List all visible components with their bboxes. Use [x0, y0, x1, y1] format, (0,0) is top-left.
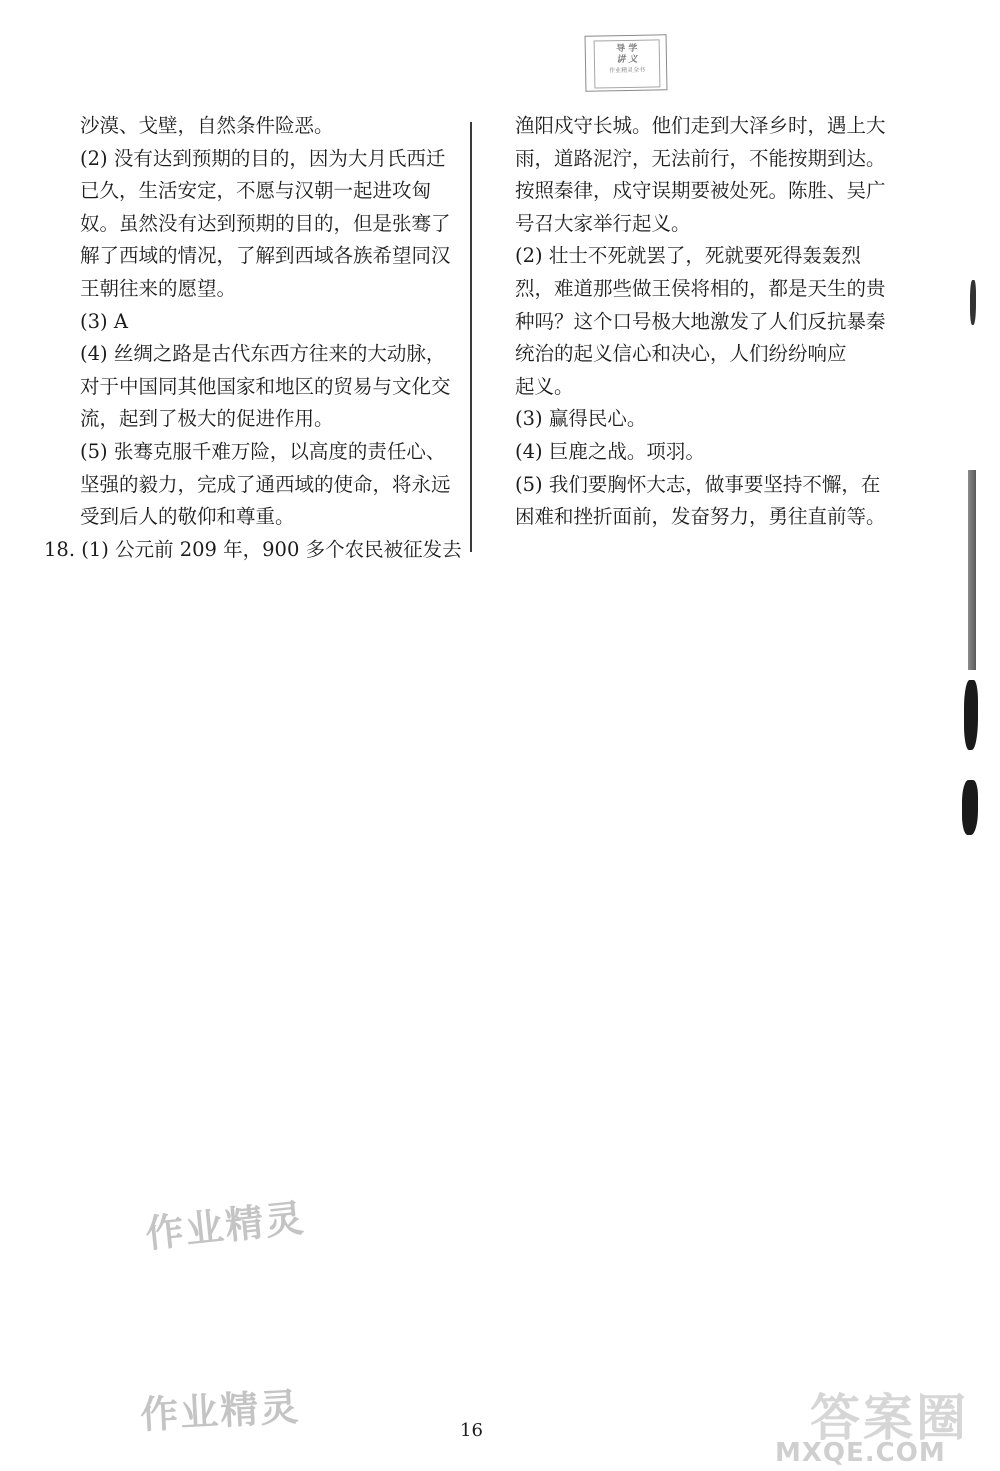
stamp-line-1: 导 学 — [616, 43, 638, 55]
answer-line: 渔阳戍守长城。他们走到大泽乡时，遇上大 — [515, 114, 886, 137]
answer-line: 奴。虽然没有达到预期的目的，但是张骞了 — [80, 211, 451, 235]
answer-line: (2) 没有达到预期的目的，因为大月氏西迁 — [80, 146, 446, 170]
watermark: 作业精灵 — [139, 1384, 302, 1438]
answer-line: 沙漠、戈壁，自然条件险恶。 — [80, 114, 334, 137]
brand-logo: 答案圈 — [810, 1389, 969, 1447]
answer-line: 起义。 — [515, 374, 574, 398]
scan-edge-mark — [962, 780, 978, 835]
answer-line: 雨，道路泥泞，无法前行，不能按期到达。 — [515, 146, 886, 170]
scan-edge-mark — [964, 680, 978, 750]
column-divider — [470, 122, 472, 552]
page-number: 16 — [460, 1420, 483, 1441]
answer-line: 号召大家举行起义。 — [515, 211, 691, 235]
answer-line: 对于中国同其他国家和地区的贸易与文化交 — [80, 374, 451, 398]
watermark: 作业精灵 — [143, 1195, 308, 1257]
stamp-inner-border — [594, 39, 661, 88]
answer-line: 解了西域的情况，了解到西域各族希望同汉 — [80, 244, 451, 268]
answer-line: 坚强的毅力，完成了通西域的使命，将永远 — [80, 472, 451, 496]
scan-edge-mark — [970, 280, 976, 325]
answer-line: (3) A — [80, 309, 128, 333]
scan-edge-bar — [968, 470, 976, 670]
answer-line: 受到后人的敬仰和尊重。 — [80, 505, 295, 529]
answer-line: (5) 我们要胸怀大志，做事要坚持不懈，在 — [515, 472, 881, 496]
answer-line: (4) 巨鹿之战。项羽。 — [515, 439, 705, 463]
answer-line: 种吗？这个口号极大地激发了人们反抗暴秦 — [515, 309, 886, 333]
answer-line: 流，起到了极大的促进作用。 — [80, 407, 334, 431]
stamp-line-3: 作业精灵全书 — [609, 66, 646, 75]
answer-line: 已久，生活安定，不愿与汉朝一起进攻匈 — [80, 179, 432, 203]
brand-url: MXQE.COM — [775, 1438, 946, 1468]
stamp-line-2: 讲 义 — [616, 54, 638, 66]
right-column — [515, 110, 895, 534]
answer-line: (5) 张骞克服千难万险，以高度的责任心、 — [80, 439, 446, 463]
answer-line: 烈，难道那些做王侯将相的，都是天生的贵 — [515, 276, 886, 300]
left-column — [44, 110, 462, 566]
answer-line: 统治的起义信心和决心，人们纷纷响应 — [515, 342, 847, 366]
answer-line: (2) 壮士不死就罢了，死就要死得轰轰烈 — [515, 244, 861, 268]
answer-line: (4) 丝绸之路是古代东西方往来的大动脉， — [80, 342, 446, 366]
answer-line: 按照秦律，戍守误期要被处死。陈胜、吴广 — [515, 179, 886, 203]
stamp-seal — [585, 34, 668, 91]
answer-line: (3) 赢得民心。 — [515, 407, 647, 431]
question-18-first-line: 18. (1) 公元前 209 年，900 多个农民被征发去 — [44, 537, 462, 561]
answer-line: 困难和挫折面前，发奋努力，勇往直前等。 — [515, 505, 886, 529]
answer-line: 王朝往来的愿望。 — [80, 276, 237, 300]
